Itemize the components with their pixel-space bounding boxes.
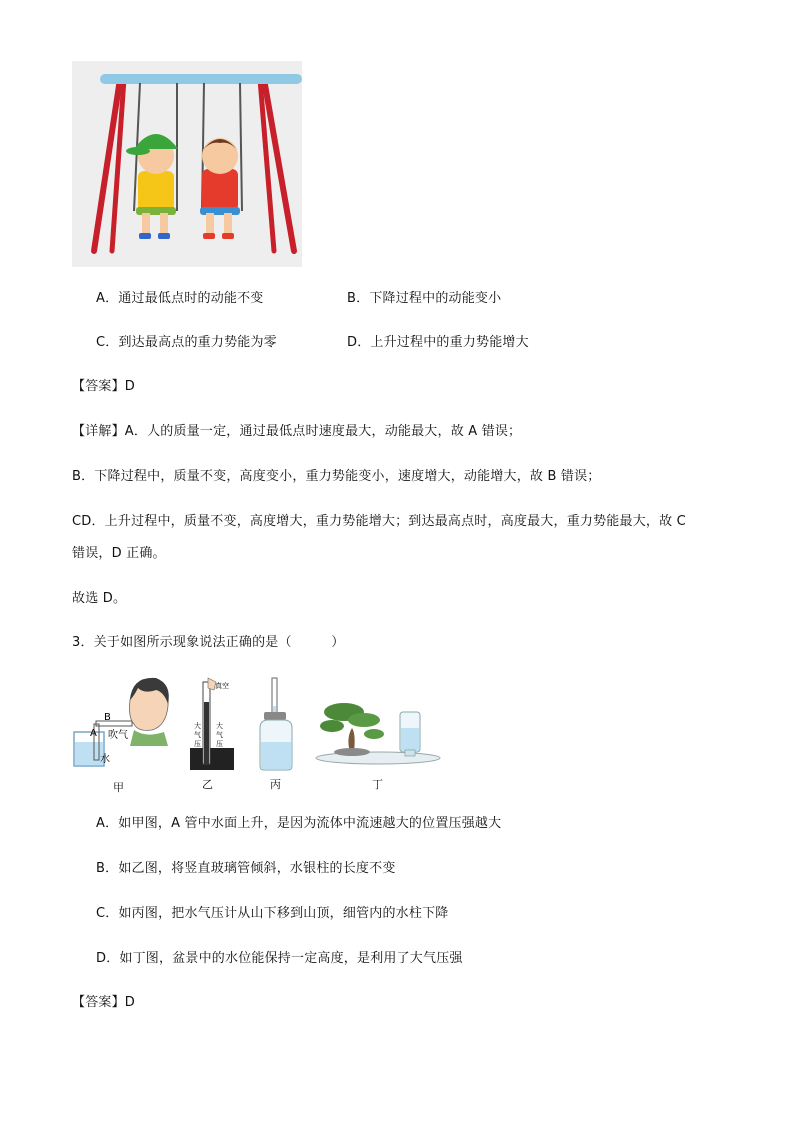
bottle-water [261,742,291,769]
q2-detail-line-4: 错误，D 正确。 [72,546,166,561]
label-daqiya-right: 大气压 [216,722,223,748]
planter-tray [316,752,440,764]
mercury-dish [190,748,234,770]
bonsai-tree [320,703,384,756]
swing-illustration [72,61,302,267]
label-b: B [104,712,111,723]
q2-option-d: D．上升过程中的重力势能增大 [347,335,529,350]
label-a: A [90,728,97,739]
bottle-cap [264,712,286,720]
q2-detail-line-3: CD．上升过程中，质量不变，高度增大，重力势能增大；到达最高点时，高度最大，重力势能最大，故 C [72,514,686,529]
swing-top-bar [100,74,302,84]
label-daqiya-left: 大气压 [194,722,201,748]
q2-option-b: B．下降过程中的动能变小 [347,291,502,306]
figure-label-bing: 丙 [270,778,282,791]
q2-answer: 【答案】D [72,379,136,394]
q2-option-c: C．到达最高点的重力势能为零 [96,335,277,350]
mercury-column [204,702,209,764]
q2-conclusion: 故选 D。 [72,591,127,606]
label-chuiqi: 吹气 [108,730,128,741]
label-shui: 水 [100,754,110,765]
figure-yi [188,676,236,772]
figure-jia [72,674,172,770]
tube-b [96,721,132,726]
q3-answer: 【答案】D [72,995,136,1010]
q3-option-d: D．如丁图，盆景中的水位能保持一定高度，是利用了大气压强 [96,951,463,966]
q3-option-c: C．如丙图，把水气压计从山下移到山顶，细管内的水柱下降 [96,906,449,921]
figure-label-ding: 丁 [372,778,384,791]
figure-label-yi: 乙 [202,778,214,791]
figure-bing [254,676,298,772]
q3-option-a: A．如甲图，A 管中水面上升，是因为流体中流速越大的位置压强越大 [96,816,502,831]
q3-option-b: B．如乙图，将竖直玻璃管倾斜，水银柱的长度不变 [96,861,396,876]
figure-label-jia: 甲 [113,781,125,794]
q3-stem: 3．关于如图所示现象说法正确的是（ ） [72,635,345,650]
figure-ding [312,690,444,770]
inverted-bottle [400,712,420,756]
q2-option-a: A．通过最低点时的动能不变 [96,291,264,306]
q2-detail-line-2: B．下降过程中，质量不变，高度变小，重力势能变小，速度增大，动能增大，故 B 错误； [72,469,601,484]
person-blowing [130,678,169,746]
q2-detail-line-1: 【详解】A．人的质量一定，通过最低点时速度最大，动能最大，故 A 错误； [72,424,522,439]
label-zhenkong: 真空 [215,682,229,690]
